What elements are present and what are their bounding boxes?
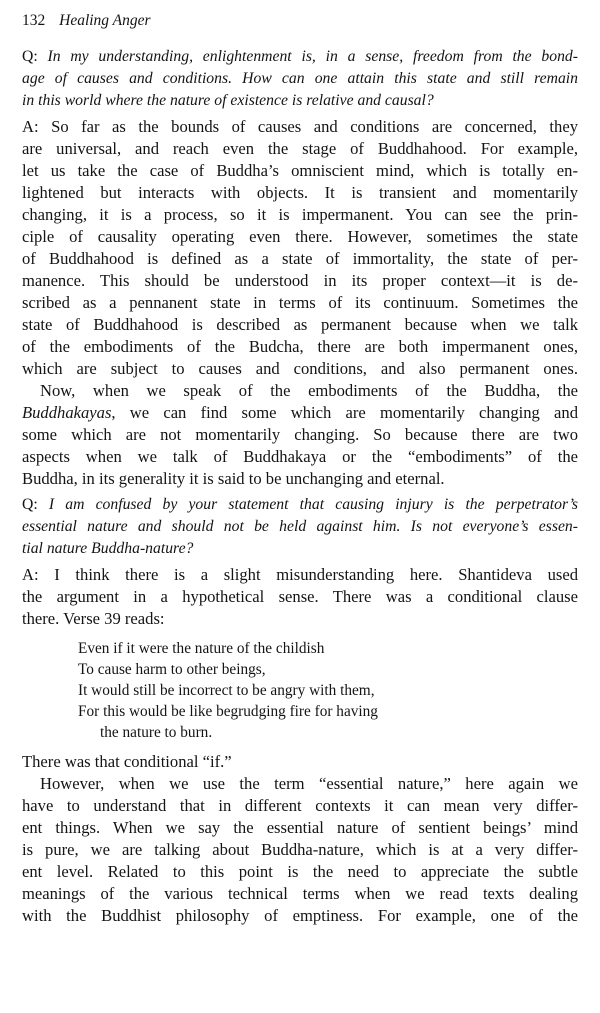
question-line: Q: I am confused by your statement that causing injury is the perpetrator’s [22,496,578,513]
verse-line: Even if it were the nature of the childish [78,640,325,657]
paragraph-line: ent things. When we say the essential nature of sentient beings’ mind [22,818,578,837]
question-label: Q: [22,496,38,513]
answer-line: of the embodiments of the Budcha, there are both impermanent ones, [22,337,578,356]
answer-line: changing, it is a process, so it is impermanent. You can see the prin- [22,205,578,224]
answer-line: state of Buddhahood is described as permanent because when we talk [22,315,578,334]
answer-line: scribed as a pennanent state in terms of its continuum. Sometimes the [22,293,578,312]
page-number: 132 [22,12,46,29]
verse-line: To cause harm to other beings, [78,661,266,678]
paragraph-line: ent level. Related to this point is the need to appreciate the subtle [22,862,578,881]
paragraph-line: meanings of the various technical terms when we read texts dealing [22,884,578,903]
question-line: essential nature and should not be held against him. Is not everyone’s essen- [22,518,578,535]
verse-line: It would still be incorrect to be angry with them, [78,682,375,699]
answer-1 [22,116,578,490]
question-1 [22,46,578,112]
running-head [22,10,578,32]
term-buddhakayas: Buddhakayas [22,403,112,422]
running-title: Healing Anger [59,12,151,29]
paragraph-line: with the Buddhist philosophy of emptiness. For example, one of the [22,906,578,925]
paragraph-line: have to understand that in different contexts it can mean very differ- [22,796,578,815]
question-line: Q: In my understanding, enlightenment is, in a sense, freedom from the bond- [22,48,578,65]
closing-paragraph [22,751,578,927]
verse-quote [78,638,578,743]
question-line: in this world where the nature of existence is relative and causal? [22,92,434,109]
answer-line: lightened but interacts with objects. It is transient and momentarily [22,183,578,202]
paragraph-line: There was that conditional “if.” [22,752,232,771]
question-line: age of causes and conditions. How can one attain this state and still remain [22,70,578,87]
answer-line: which are subject to causes and conditions, and also permanent ones. [22,359,578,378]
paragraph-line: Now, when we speak of the embodiments of the Buddha, the [40,381,578,400]
verse-line: For this would be like begrudging fire for having [78,703,378,720]
paragraph-line: is pure, we are talking about Buddha-nature, which is at a very differ- [22,840,578,859]
answer-line: A: So far as the bounds of causes and conditions are concerned, they [22,117,578,136]
question-label: Q: [22,48,38,65]
book-page [22,10,578,931]
answer-line: A: I think there is a slight misunderstanding here. Shantideva used [22,565,578,584]
paragraph-line: aspects when we talk of Buddhakaya or the “embodiments” of the [22,447,578,466]
paragraph-line: However, when we use the term “essential nature,” here again we [40,774,578,793]
paragraph-line: Buddhakayas, we can find some which are momentarily changing and [22,403,578,422]
answer-line: there. Verse 39 reads: [22,609,165,628]
answer-line: of Buddhahood is defined as a state of immortality, the state of per- [22,249,578,268]
question-line: tial nature Buddha-nature? [22,540,194,557]
answer-line: manence. This should be understood in its proper context—it is de- [22,271,578,290]
verse-line: the nature to burn. [100,724,213,741]
question-2 [22,494,578,560]
answer-line: are universal, and reach even the stage of Buddhahood. For example, [22,139,578,158]
answer-2 [22,564,578,630]
paragraph-line: some which are not momentarily changing. So because there are two [22,425,578,444]
answer-line: ciple of causality operating even there. However, sometimes the state [22,227,578,246]
paragraph-line: Buddha, in its generality it is said to be unchanging and eternal. [22,469,445,488]
answer-line: let us take the case of Buddha’s omniscient mind, which is totally en- [22,161,578,180]
answer-line: the argument in a hypothetical sense. There was a conditional clause [22,587,578,606]
